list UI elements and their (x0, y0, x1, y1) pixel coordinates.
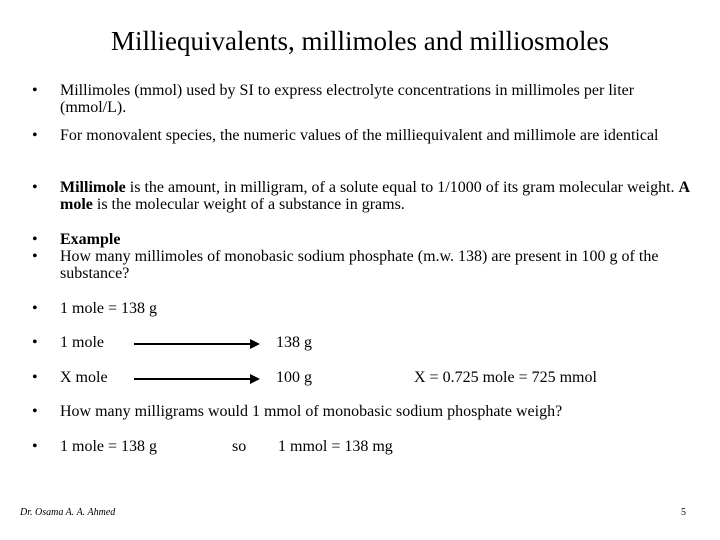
bullet-marker: • (32, 403, 38, 420)
bullet-marker: • (32, 248, 38, 265)
slide-title: Milliequivalents, millimoles and milliosmoles (111, 26, 609, 56)
bullet-marker: • (32, 438, 38, 455)
bullet-text-si-units: Millimoles (mmol) used by SI to express electrolyte concentrations in millimoles per liter (mmol/L). (60, 82, 635, 116)
bullet-text-definitions (60, 179, 700, 213)
final-so: so (232, 438, 247, 455)
example-heading: Example (60, 231, 121, 248)
example-question: How many millimoles of monobasic sodium phosphate (m.w. 138) are present in 100 g of the substance? (60, 248, 659, 282)
mole-equals-text: 1 mole = 138 g (60, 300, 158, 317)
bullet-marker: • (32, 369, 38, 386)
milligrams-question: How many milligrams would 1 mmol of monobasic sodium phosphate weigh? (60, 403, 563, 420)
term-mole: A mole (60, 179, 690, 213)
bullet-marker: • (32, 231, 38, 248)
page-number: 5 (681, 507, 686, 518)
definition-millimole: is the amount, in milligram, of a solute equal to 1/1000 of its gram molecular weight. (125, 179, 679, 196)
proportion-left-1: 1 mole (60, 334, 104, 351)
bullet-marker: • (32, 300, 38, 317)
bullet-marker: • (32, 179, 38, 196)
proportion-right-1: 138 g (276, 334, 312, 351)
footer-author: Dr. Osama A. A. Ahmed (20, 507, 116, 518)
bullet-marker: • (32, 82, 38, 99)
result-text: X = 0.725 mole = 725 mmol (414, 369, 597, 386)
proportion-right-2: 100 g (276, 369, 312, 386)
term-millimole: Millimole (60, 179, 126, 196)
proportion-left-2: X mole (60, 369, 108, 386)
final-left: 1 mole = 138 g (60, 438, 158, 455)
bullet-marker: • (32, 127, 38, 144)
bullet-marker: • (32, 334, 38, 351)
definition-mole: is the molecular weight of a substance in grams. (92, 196, 405, 213)
final-right: 1 mmol = 138 mg (278, 438, 393, 455)
right-arrow-icon (134, 378, 258, 380)
right-arrow-icon (134, 343, 258, 345)
bullet-text-monovalent: For monovalent species, the numeric values of the milliequivalent and millimole are identical (60, 127, 659, 144)
